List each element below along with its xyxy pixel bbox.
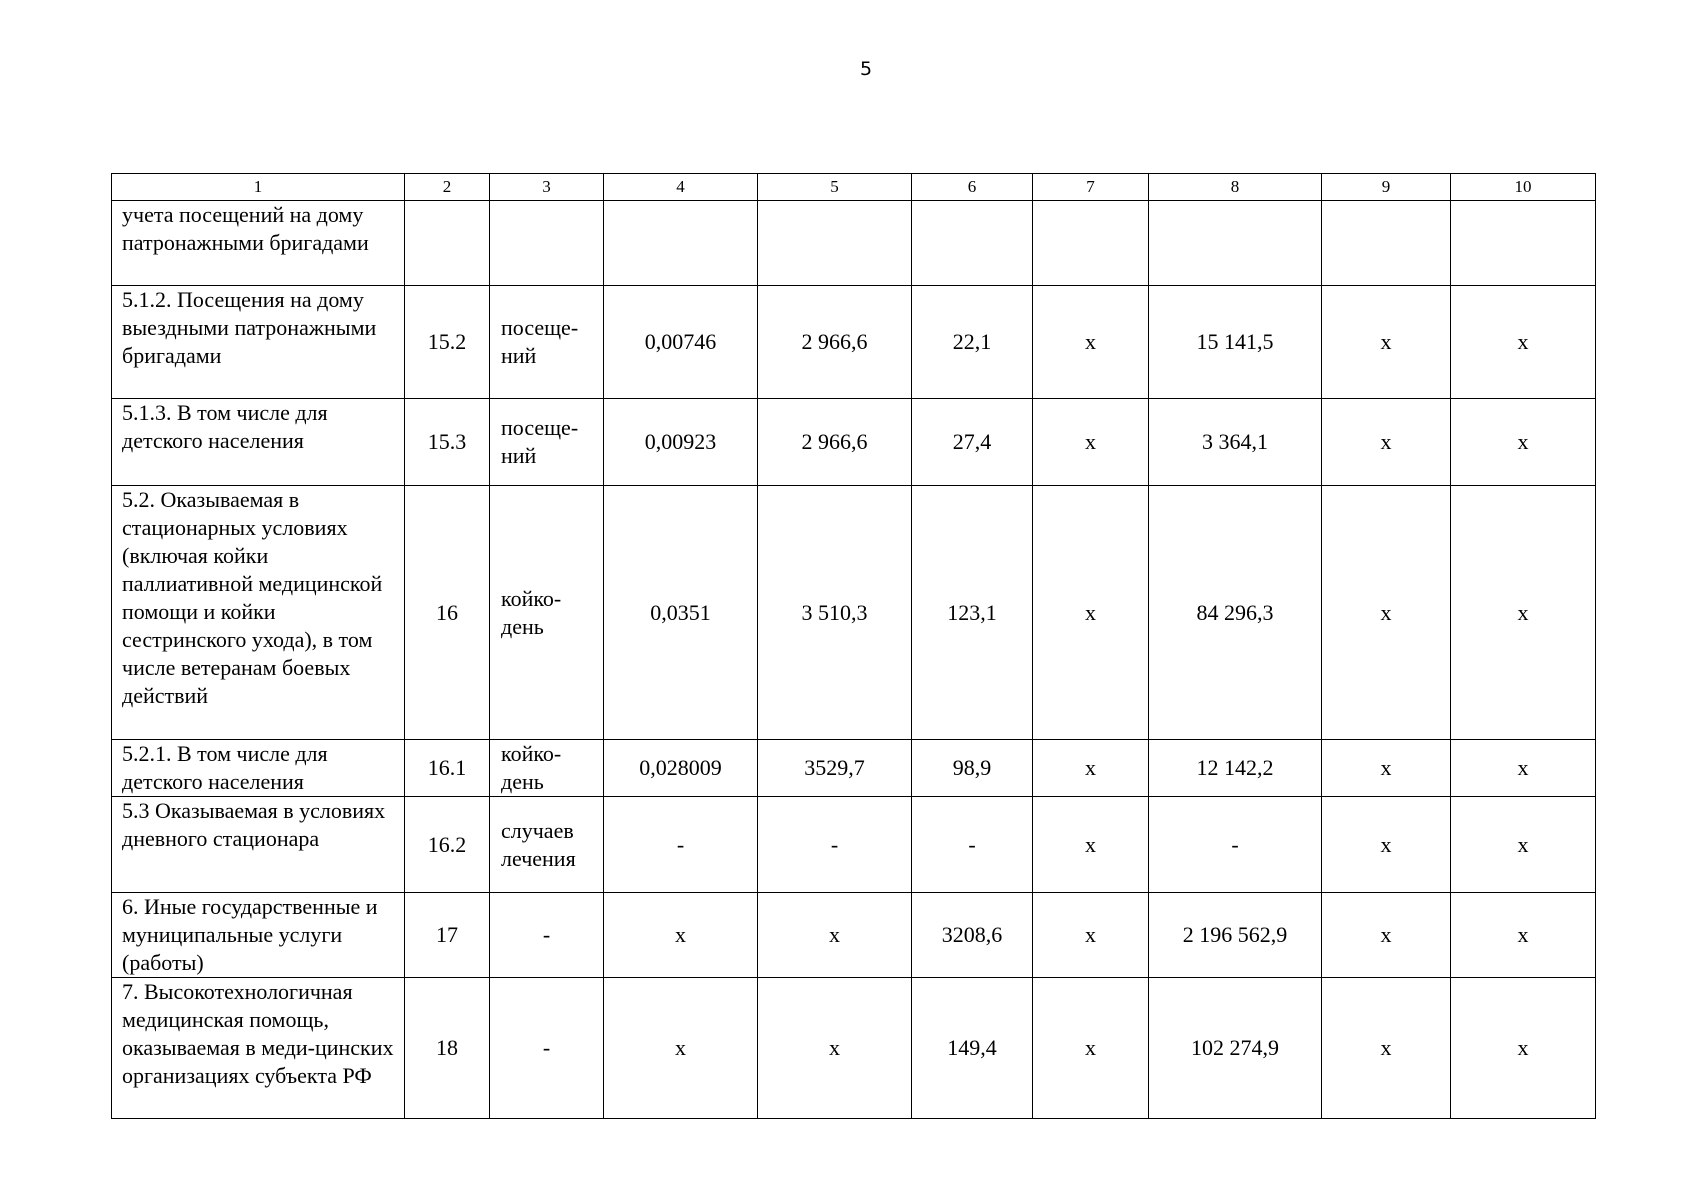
table-cell: х	[604, 893, 758, 978]
row-label: учета посещений на дому патронажными бригадами	[112, 201, 405, 286]
table-cell: 2 966,6	[758, 399, 912, 486]
table-cell: х	[1033, 978, 1149, 1119]
row-label: 5.3 Оказываемая в условиях дневного стационара	[112, 797, 405, 893]
table-cell: х	[1033, 797, 1149, 893]
table-cell: 16.2	[405, 797, 490, 893]
table-cell: 98,9	[912, 740, 1033, 797]
table-cell: -	[1149, 797, 1322, 893]
table-cell	[1322, 201, 1451, 286]
table-cell: х	[1033, 399, 1149, 486]
table-cell: 16.1	[405, 740, 490, 797]
column-header: 8	[1149, 174, 1322, 201]
table-cell: 3208,6	[912, 893, 1033, 978]
row-label: 5.2.1. В том числе для детского населения	[112, 740, 405, 797]
table-cell: х	[1322, 486, 1451, 740]
table-cell: х	[1322, 893, 1451, 978]
table-cell: 84 296,3	[1149, 486, 1322, 740]
table-cell: 102 274,9	[1149, 978, 1322, 1119]
table-cell: х	[1033, 740, 1149, 797]
table-cell: 0,00746	[604, 286, 758, 399]
column-header: 1	[112, 174, 405, 201]
table-row	[112, 797, 1596, 893]
table-cell: 3 364,1	[1149, 399, 1322, 486]
table-cell: 0,00923	[604, 399, 758, 486]
table-cell: х	[1451, 486, 1596, 740]
table-row	[112, 978, 1596, 1119]
table-cell: 2 196 562,9	[1149, 893, 1322, 978]
table-cell: койко-день	[490, 486, 604, 740]
table-cell	[490, 201, 604, 286]
table-cell: х	[1451, 893, 1596, 978]
row-label: 5.1.3. В том числе для детского населения	[112, 399, 405, 486]
table-cell: х	[1033, 893, 1149, 978]
table-row	[112, 893, 1596, 978]
column-header: 10	[1451, 174, 1596, 201]
table-cell: х	[1322, 399, 1451, 486]
data-table	[111, 173, 1596, 1119]
table-cell: -	[912, 797, 1033, 893]
table-cell	[912, 201, 1033, 286]
table-cell: х	[1033, 486, 1149, 740]
table-cell: х	[1451, 740, 1596, 797]
table-cell: 15.3	[405, 399, 490, 486]
table-cell: х	[1322, 978, 1451, 1119]
table-cell: 18	[405, 978, 490, 1119]
table-cell: посеще-ний	[490, 399, 604, 486]
column-header: 3	[490, 174, 604, 201]
row-label: 6. Иные государственные и муниципальные услуги (работы)	[112, 893, 405, 978]
column-header: 9	[1322, 174, 1451, 201]
table-cell: х	[1451, 399, 1596, 486]
table-cell: 0,0351	[604, 486, 758, 740]
table-cell: 17	[405, 893, 490, 978]
page-number: 5	[859, 58, 873, 80]
table-cell: х	[758, 893, 912, 978]
table-cell: -	[490, 978, 604, 1119]
table-cell: 15 141,5	[1149, 286, 1322, 399]
table-cell: 0,028009	[604, 740, 758, 797]
table-cell: х	[758, 978, 912, 1119]
table-cell	[405, 201, 490, 286]
table-row	[112, 740, 1596, 797]
row-label: 5.1.2. Посещения на дому выездными патронажными бригадами	[112, 286, 405, 399]
column-header: 2	[405, 174, 490, 201]
table-cell: 2 966,6	[758, 286, 912, 399]
table-cell	[758, 201, 912, 286]
table-cell: 16	[405, 486, 490, 740]
column-header: 6	[912, 174, 1033, 201]
column-header: 4	[604, 174, 758, 201]
table-cell: койко-день	[490, 740, 604, 797]
table-cell: -	[604, 797, 758, 893]
table-row	[112, 486, 1596, 740]
table-cell: 12 142,2	[1149, 740, 1322, 797]
table-cell: х	[1451, 286, 1596, 399]
table-cell: х	[1033, 286, 1149, 399]
table-row	[112, 201, 1596, 286]
table-cell: х	[1451, 797, 1596, 893]
table-cell: х	[1451, 978, 1596, 1119]
table-cell: 3 510,3	[758, 486, 912, 740]
table-header-row	[112, 174, 1596, 201]
table-cell: 15.2	[405, 286, 490, 399]
table-cell: х	[604, 978, 758, 1119]
table-row	[112, 286, 1596, 399]
table-cell: -	[758, 797, 912, 893]
table-cell	[1149, 201, 1322, 286]
table-cell: х	[1322, 740, 1451, 797]
table-cell: посеще-ний	[490, 286, 604, 399]
table-cell	[1033, 201, 1149, 286]
table-cell: -	[490, 893, 604, 978]
table-cell: 123,1	[912, 486, 1033, 740]
table-cell: 22,1	[912, 286, 1033, 399]
table-cell: 27,4	[912, 399, 1033, 486]
table-cell	[1451, 201, 1596, 286]
table-cell: х	[1322, 286, 1451, 399]
column-header: 5	[758, 174, 912, 201]
table-cell: 149,4	[912, 978, 1033, 1119]
table-cell	[604, 201, 758, 286]
table-cell: 3529,7	[758, 740, 912, 797]
row-label: 5.2. Оказываемая в стационарных условиях (включая койки паллиативной медицинской помощи и койки сестринского ухода), в том числе ветеранам боевых действий	[112, 486, 405, 740]
table-row	[112, 399, 1596, 486]
table-cell: х	[1322, 797, 1451, 893]
table-cell: случаев лечения	[490, 797, 604, 893]
row-label: 7. Высокотехнологичная медицинская помощь, оказываемая в меди-цинских организациях субъекта РФ	[112, 978, 405, 1119]
column-header: 7	[1033, 174, 1149, 201]
